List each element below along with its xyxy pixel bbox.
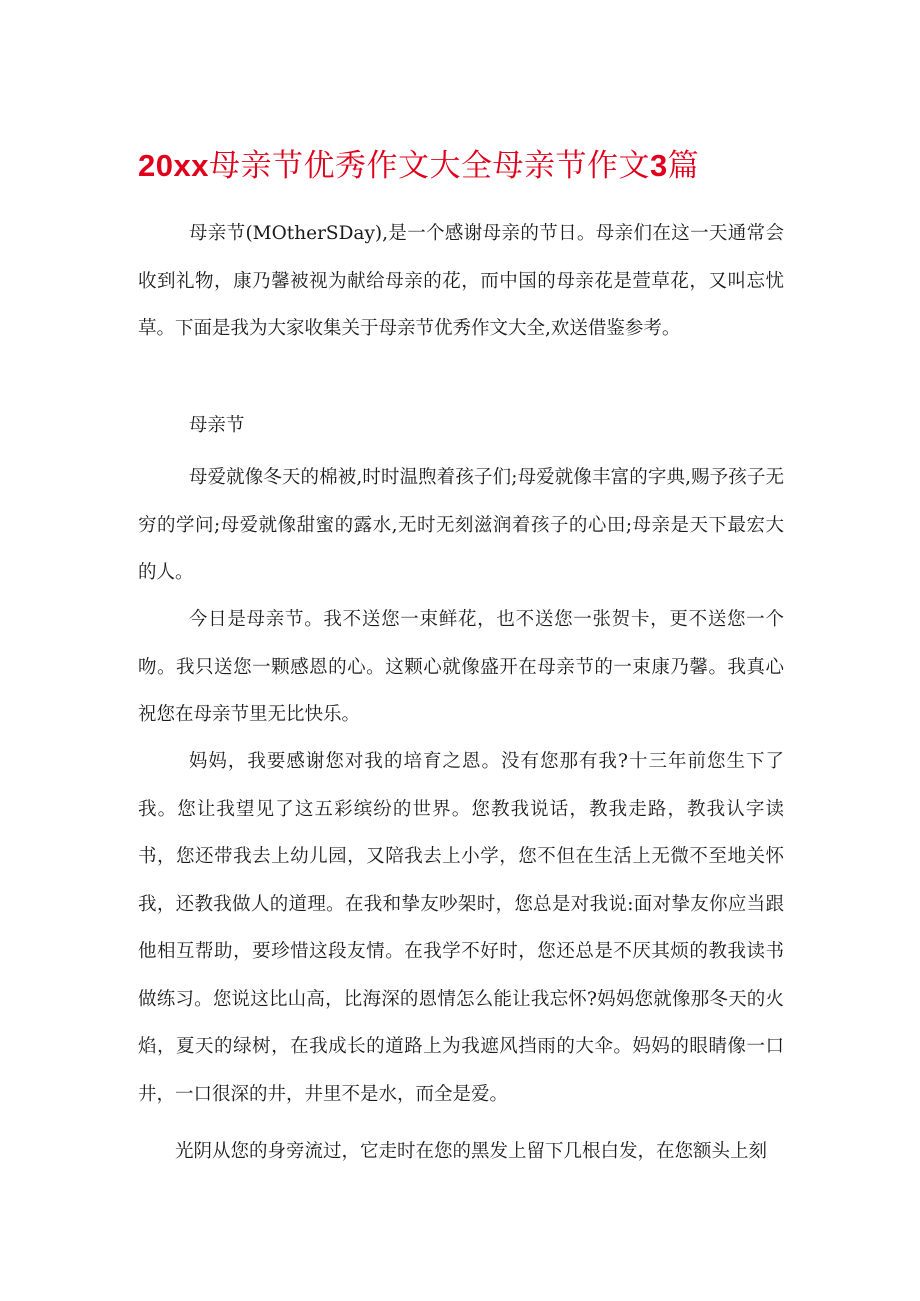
title-year: 20xx [138,148,209,183]
body-paragraph: 今日是母亲节。我不送您一束鲜花，也不送您一张贺卡，更不送您一个吻。我只送您一颗感恩的心。这颗心就像盛开在母亲节的一束康乃馨。我真心祝您在母亲节里无比快乐。 [138,609,784,725]
body-paragraph: 光阴从您的身旁流过，它走时在您的黑发上留下几根白发，在您额头上刻 [175,1141,768,1162]
intro-paragraph: 母亲节(MOtherSDay),是一个感谢母亲的节日。母亲们在这一天通常会收到礼物，康乃馨被视为献给母亲的花，而中国的母亲花是萱草花，又叫忘忧草。下面是我为大家收集关于母亲节优秀作文大全,欢送借鉴参考。 [138,223,784,339]
body-paragraph: 妈妈，我要感谢您对我的培育之恩。没有您那有我?十三年前您生下了我。您让我望见了这五彩缤纷的世界。您教我说话，教我走路，教我认字读书，您还带我去上幼儿园，又陪我去上小学，您不但在生活上无微不至地关怀我，还教我做人的道理。在我和挚友吵架时，您总是对我说:面对挚友你应当跟他相互帮助，要珍惜这段友情。在我学不好时，您还总是不厌其烦的教我读书做练习。您说这比山高，比海深的恩情怎么能让我忘怀?妈妈您就像那冬天的火焰，夏天的绿树，在我成长的道路上为我遮风挡雨的大伞。妈妈的眼睛像一口井，一口很深的井，井里不是水，而全是爱。 [138,751,784,1105]
section-heading: 母亲节 [188,415,245,436]
title-count: 3 [649,148,668,183]
title-suffix: 篇 [667,148,700,184]
document-title [138,140,858,185]
title-text: 母亲节优秀作文大全母亲节作文 [208,148,650,184]
body-paragraph: 母爱就像冬天的棉被,时时温煦着孩子们;母爱就像丰富的字典,赐予孩子无穷的学问;母爱就像甜蜜的露水,无时无刻滋润着孩子的心田;母亲是天下最宏大的人。 [138,467,784,583]
